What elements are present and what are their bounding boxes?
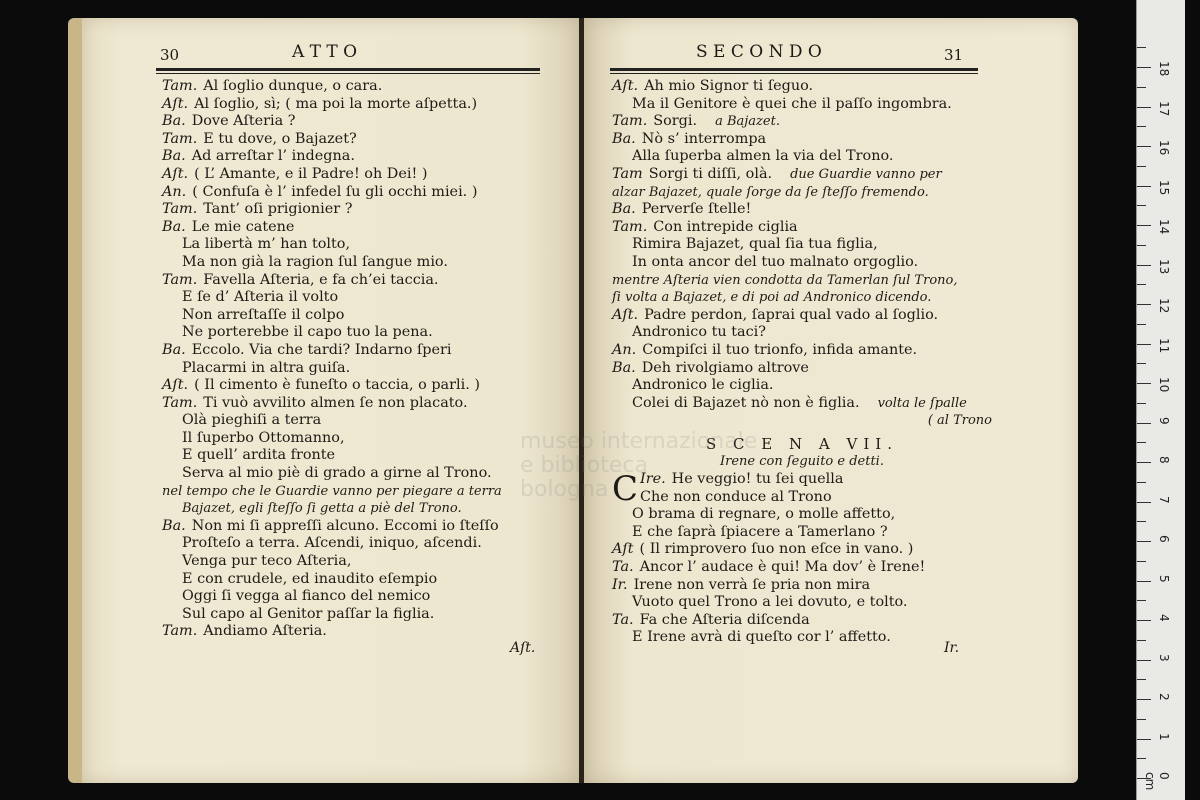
ruler-tick [1137, 660, 1151, 661]
text-line [612, 629, 992, 647]
verse-text: Deh rivolgiamo altrove [641, 359, 809, 376]
text-line [162, 254, 562, 272]
text-line [162, 500, 562, 518]
speaker-label: Tam. [612, 113, 648, 130]
speaker-label: Tam [612, 165, 643, 182]
verse-text: Colei di Bajazet nò non è figlia. [632, 394, 860, 411]
verse-text: Le mie catene [191, 218, 295, 235]
text-line [162, 96, 562, 114]
verse-text: Alla ſuperba almen la via del Trono. [632, 148, 894, 165]
left-page [68, 18, 580, 783]
verse-text: Ad arreſtar l’ indegna. [191, 148, 355, 165]
ruler-tick [1137, 403, 1146, 404]
verse-text: Al ſoglio dunque, o cara. [203, 78, 383, 94]
text-line [612, 219, 992, 237]
ruler-tick [1137, 205, 1146, 206]
ruler-tick [1137, 87, 1146, 88]
verse-text: Vuoto quel Trono a lei dovuto, e tolto. [632, 594, 908, 611]
ruler-tick [1137, 541, 1151, 542]
text-line [612, 342, 992, 360]
stage-direction: volta le ſpalle [877, 395, 967, 411]
text-line [162, 307, 562, 325]
speaker-label: Ba. [162, 218, 186, 235]
stage-direction: a Bajazet. [715, 114, 780, 130]
verse-text: Padre perdon, ſaprai qual vado al ſoglio. [644, 306, 939, 323]
verse-text: Il ſuperbo Ottomanno, [182, 429, 345, 446]
ruler-label: 10 [1157, 377, 1171, 393]
ruler-tick [1137, 265, 1151, 266]
ruler-tick [1137, 482, 1146, 483]
verse-text: ( Il rimprovero ſuo non eſce in vano. ) [639, 541, 914, 558]
stage-direction: ( al Trono [927, 413, 992, 429]
text-line [162, 324, 562, 342]
verse-text: Al ſoglio, sì; ( ma poi la morte aſpetta.) [194, 95, 478, 112]
verse-text: Ma non già la ragion ſul ſangue mio. [182, 253, 448, 270]
verse-text: ( L’ Amante, e il Padre! oh Dei! ) [194, 165, 428, 182]
ruler-tick [1137, 561, 1146, 562]
stage-direction: mentre Aſteria vien condotta da Tamerlan ſul Trono, [612, 272, 958, 288]
ruler-label: 17 [1157, 100, 1171, 116]
text-line [612, 131, 992, 149]
text-line [162, 201, 562, 219]
text-line [612, 148, 992, 166]
ruler-tick [1137, 363, 1146, 364]
speaker-label: Aſt. [162, 377, 189, 394]
ruler-label: 0 cm [1143, 772, 1171, 791]
speaker-label: Ba. [612, 359, 636, 376]
ruler-tick [1137, 47, 1146, 48]
stage-direction: nel tempo che le Guardie vanno per piegare a terra [162, 483, 502, 499]
ruler-tick [1137, 640, 1146, 641]
speaker-label: Aſt. [162, 95, 189, 112]
text-line [162, 588, 562, 606]
scene-title: S C E N A VII. [706, 434, 898, 453]
verse-text: Proſteſo a terra. Aſcendi, iniquo, aſcendi. [182, 535, 482, 552]
verse-text: Olà pieghiſi a terra [182, 412, 322, 429]
verse-text: Ne porterebbe il capo tuo la pena. [182, 324, 433, 341]
ruler-tick [1137, 324, 1146, 325]
speaker-label: Ire. [640, 471, 666, 488]
verse-text: Placarmi in altra guiſa. [182, 359, 351, 376]
text-line [162, 430, 562, 448]
verse-text: ( Confuſa è l’ infedel ſu gli occhi miei. ) [192, 183, 478, 200]
verse-text: Dove Aſteria ? [191, 113, 296, 130]
verse-text: Eccolo. Via che tardi? Indarno ſperi [191, 341, 452, 358]
text-line [612, 184, 992, 202]
verse-text: Andiamo Aſteria. [203, 623, 327, 640]
ruler-label: 18 [1157, 61, 1171, 77]
ruler-label: 9 [1157, 416, 1171, 425]
text-line [612, 559, 992, 577]
text-line [612, 594, 992, 612]
ruler-tick [1137, 758, 1146, 759]
verse-text: La libertà m’ han tolto, [182, 236, 351, 253]
catchword: Aſt. [510, 640, 536, 656]
verse-text: Perverſe ſtelle! [641, 201, 752, 218]
verse-text: E con crudele, ed inaudito eſempio [182, 570, 438, 587]
speaker-label: An. [162, 183, 187, 200]
text-line [162, 166, 562, 184]
scene-subtitle: Irene con ſeguito e detti. [720, 454, 884, 470]
speaker-label: Ba. [162, 341, 186, 358]
verse-text: Sorgi. [653, 113, 698, 130]
text-line [612, 78, 992, 96]
speaker-label: Aſt. [612, 306, 639, 323]
text-line [162, 360, 562, 378]
ruler-label: 5 [1157, 574, 1171, 583]
ruler-label: 7 [1157, 495, 1171, 504]
verse-text: Tant’ oſi prigionier ? [203, 201, 353, 218]
stage-direction: Bajazet, egli ſteſſo ſi getta a piè del Trono. [182, 501, 462, 517]
verse-text: Ancor l’ audace è qui! Ma dov’ è Irene! [639, 559, 926, 576]
text-line [612, 272, 992, 290]
text-line [162, 113, 562, 131]
verse-text: Serva al mio piè di grado a girne al Trono. [182, 465, 492, 482]
watermark-line: museo internazionale [520, 429, 758, 454]
text-line [162, 412, 562, 430]
text-line [162, 219, 562, 237]
right-page [584, 18, 1078, 783]
ruler-tick [1137, 126, 1146, 127]
stage-direction: due Guardie vanno per [790, 166, 942, 182]
header-rule [156, 68, 540, 71]
page-number: 31 [944, 46, 964, 64]
ruler-tick [1137, 344, 1151, 345]
ruler-tick [1137, 502, 1151, 503]
ruler-label: 14 [1157, 219, 1171, 235]
verse-text: E tu dove, o Bajazet? [203, 130, 357, 147]
ruler-tick [1137, 699, 1151, 700]
text-line [612, 113, 992, 131]
text-line [612, 236, 992, 254]
text-line [612, 201, 992, 219]
text-line [162, 623, 562, 641]
ruler-tick [1137, 581, 1151, 582]
ruler-tick [1137, 146, 1151, 147]
text-line [612, 324, 992, 342]
stage-direction: ſi volta a Bajazet, e di poi ad Andronico dicendo. [612, 290, 932, 306]
speaker-label: Aſt. [162, 165, 189, 182]
verse-text: Con intrepide ciglia [653, 218, 798, 235]
text-line [612, 289, 992, 307]
verse-text: E Irene avrà di queſto cor l’ affetto. [632, 629, 891, 646]
speaker-label: An. [612, 341, 637, 358]
text-line [162, 606, 562, 624]
ruler-tick [1137, 739, 1151, 740]
speaker-label: Tam. [162, 130, 198, 147]
verse-text: Favella Aſteria, e fa ch’ei taccia. [203, 271, 439, 288]
verse-text: Andronico le ciglia. [632, 377, 774, 394]
catchword: Ir. [944, 640, 960, 656]
ruler-label: 13 [1157, 258, 1171, 274]
text-line [162, 131, 562, 149]
ruler-tick [1137, 107, 1151, 108]
ruler-tick [1137, 67, 1151, 68]
text-line [612, 506, 992, 524]
text-line [162, 148, 562, 166]
text-line [162, 377, 562, 395]
verse-text: Venga pur teco Aſteria, [182, 553, 352, 570]
speaker-label: Ba. [162, 113, 186, 130]
verse-text: Fa che Aſteria diſcenda [639, 611, 810, 628]
ruler-tick [1137, 719, 1146, 720]
text-line [612, 524, 992, 542]
running-header: A T T O [292, 42, 358, 62]
speaker-label: Aſt. [612, 78, 639, 94]
text-line [162, 342, 562, 360]
ruler-tick [1137, 383, 1151, 384]
ruler-label: 2 [1157, 693, 1171, 701]
ruler-tick [1137, 679, 1146, 680]
text-line [162, 289, 562, 307]
text-line [162, 571, 562, 589]
verse-text: Rimira Bajazet, qual ſia tua figlia, [632, 236, 878, 253]
ruler-tick [1137, 284, 1146, 285]
text-line [162, 78, 562, 96]
ruler-label: 12 [1157, 298, 1171, 314]
text-line [162, 535, 562, 553]
text-line [612, 96, 992, 114]
verse-text: E che ſaprà ſpiacere a Tamerlano ? [632, 523, 888, 540]
page-text [162, 78, 562, 641]
verse-text: Non arreſtaſſe il colpo [182, 306, 345, 323]
verse-text: Ma il Genitore è quei che il paſſo ingombra. [632, 95, 952, 112]
verse-text: Irene non verrà ſe pria non mira [633, 576, 871, 593]
text-line [162, 395, 562, 413]
verse-text: Non mi ſi appreſſi alcuno. Eccomi io ſteſſo [191, 517, 499, 534]
ruler-tick [1137, 166, 1146, 167]
running-header: S E C O N D O [696, 42, 822, 62]
ruler-tick [1137, 442, 1146, 443]
verse-text: E ſe d’ Aſteria il volto [182, 289, 339, 306]
text-line [162, 483, 562, 501]
speaker-label: Tam. [162, 271, 198, 288]
text-line [162, 236, 562, 254]
ruler-tick [1137, 245, 1146, 246]
speaker-label: Ba. [162, 517, 186, 534]
page-text [612, 78, 992, 647]
ruler-tick [1137, 186, 1151, 187]
speaker-label: Ta. [612, 559, 634, 576]
verse-text: E quell’ ardita fronte [182, 447, 336, 464]
speaker-label: Ir. [612, 576, 628, 593]
text-line [612, 254, 992, 272]
speaker-label: Ba. [612, 130, 636, 147]
text-line [612, 412, 992, 430]
speaker-label: Ba. [162, 148, 186, 165]
text-line [612, 360, 992, 378]
speaker-label: Tam. [612, 218, 648, 235]
text-line [162, 465, 562, 483]
speaker-label: Tam. [162, 394, 198, 411]
ruler-label: 15 [1157, 179, 1171, 195]
verse-text: Ti vuò avvilito almen ſe non placato. [203, 394, 468, 411]
verse-text: Nò s’ interrompa [641, 130, 767, 147]
text-line [612, 577, 992, 595]
text-line [612, 541, 992, 559]
ruler-tick [1137, 423, 1151, 424]
ruler-tick [1137, 304, 1151, 305]
verse-text: ( Il cimento è funeſto o taccia, o parli. ) [194, 377, 480, 394]
speaker-label: Aſt [612, 541, 634, 558]
verse-text: Compiſci il tuo trionfo, infida amante. [642, 341, 918, 358]
text-line [162, 518, 562, 536]
stage-direction: alzar Bajazet, quale ſorge da ſe ſteſſo fremendo. [612, 184, 929, 200]
ruler-tick [1137, 620, 1151, 621]
speaker-label: Tam. [162, 78, 198, 94]
text-line [162, 272, 562, 290]
text-line [612, 612, 992, 630]
ruler-label: 8 [1157, 456, 1171, 464]
header-rule [610, 68, 978, 71]
ruler-label: 6 [1157, 535, 1171, 543]
verse-text: Sul capo al Genitor paſſar la figlia. [182, 605, 435, 622]
verse-text: He veggio! tu ſei quella [671, 471, 844, 488]
text-line [612, 307, 992, 325]
ruler-label: 3 [1157, 653, 1171, 662]
speaker-label: Ta. [612, 611, 634, 628]
text-line [162, 447, 562, 465]
ruler-label: 11 [1157, 337, 1171, 353]
page-number: 30 [160, 46, 180, 64]
verse-text: Andronico tu taci? [632, 324, 766, 341]
book-spread [68, 18, 1083, 783]
speaker-label: Tam. [162, 623, 198, 640]
verse-text: Che non conduce al Trono [640, 488, 832, 505]
ruler-label: 1 [1157, 732, 1171, 741]
ruler-label: 16 [1157, 140, 1171, 156]
ruler-label: 4 [1157, 614, 1171, 622]
text-line [612, 395, 992, 413]
drop-cap: C [612, 469, 639, 510]
ruler-tick [1137, 600, 1146, 601]
ruler-tick [1137, 225, 1151, 226]
verse-text: In onta ancor del tuo malnato orgoglio. [632, 253, 919, 270]
ruler-tick [1137, 521, 1146, 522]
text-line [162, 553, 562, 571]
verse-text: Sorgi ti diſſi, olà. [648, 165, 773, 182]
text-line [612, 377, 992, 395]
verse-text: Ah mio Signor ti ſeguo. [644, 78, 814, 94]
speaker-label: Ba. [612, 201, 636, 218]
watermark-line: e biblioteca [520, 453, 648, 478]
verse-text: Oggi ſi vegga al fianco del nemico [182, 588, 431, 605]
text-line [612, 166, 992, 184]
text-line [162, 184, 562, 202]
watermark-line: bologna [520, 477, 609, 502]
ruler-tick [1137, 462, 1151, 463]
speaker-label: Tam. [162, 201, 198, 218]
measuring-ruler [1136, 0, 1185, 800]
verse-text: O brama di regnare, o molle affetto, [632, 506, 896, 523]
